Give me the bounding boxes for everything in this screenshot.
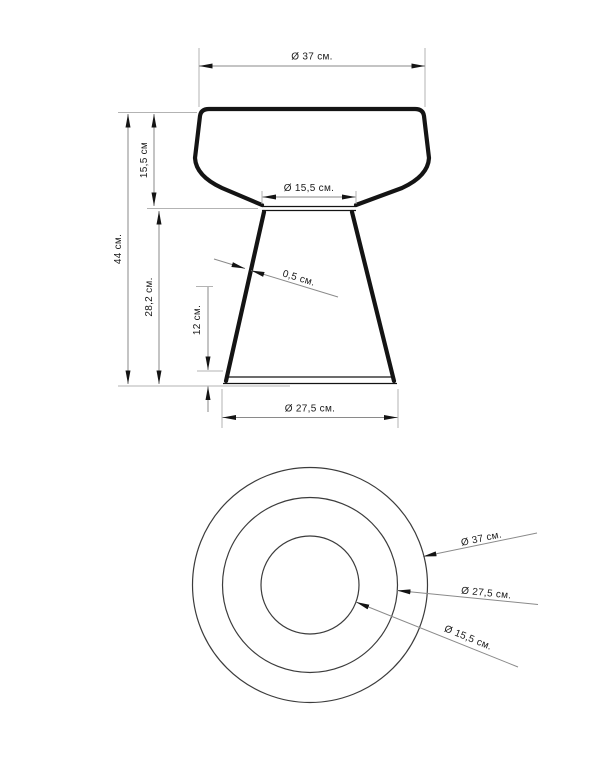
base-diameter-label: Ø 27,5 см. — [284, 403, 336, 415]
stool-left-leg — [226, 212, 264, 381]
leader-middle-diameter — [397, 586, 538, 605]
dim-neck-diameter — [262, 183, 356, 204]
top-view-outer-label: Ø 37 см. — [460, 529, 503, 549]
top-view-outer-circle — [193, 468, 428, 703]
dim-wall-thickness — [214, 259, 338, 297]
top-view — [193, 468, 539, 703]
dim-top-diameter — [199, 48, 425, 107]
top-diameter-label: Ø 37 см. — [291, 51, 333, 63]
stool-right-leg — [352, 212, 394, 381]
dim-base-diameter — [222, 389, 398, 428]
top-view-middle-circle — [223, 498, 398, 673]
total-height-label: 44 см. — [113, 233, 124, 265]
dim-lower-height — [144, 211, 159, 384]
leader-inner-diameter — [356, 602, 518, 667]
wall-thickness-label: 0,5 см. — [281, 268, 317, 289]
top-view-middle-label: Ø 27,5 см. — [460, 585, 512, 602]
neck-diameter-label: Ø 15,5 см. — [283, 183, 335, 194]
lower-height-label: 28,2 см. — [144, 277, 155, 317]
top-view-inner-circle — [261, 536, 359, 634]
leader-outer-diameter — [423, 529, 537, 556]
top-view-inner-label: Ø 15,5 см. — [442, 623, 494, 653]
base-height-label: 12 см. — [192, 304, 203, 336]
side-view — [113, 48, 429, 428]
upper-height-label: 15,5 см — [139, 141, 150, 179]
dim-base-height — [192, 287, 223, 413]
